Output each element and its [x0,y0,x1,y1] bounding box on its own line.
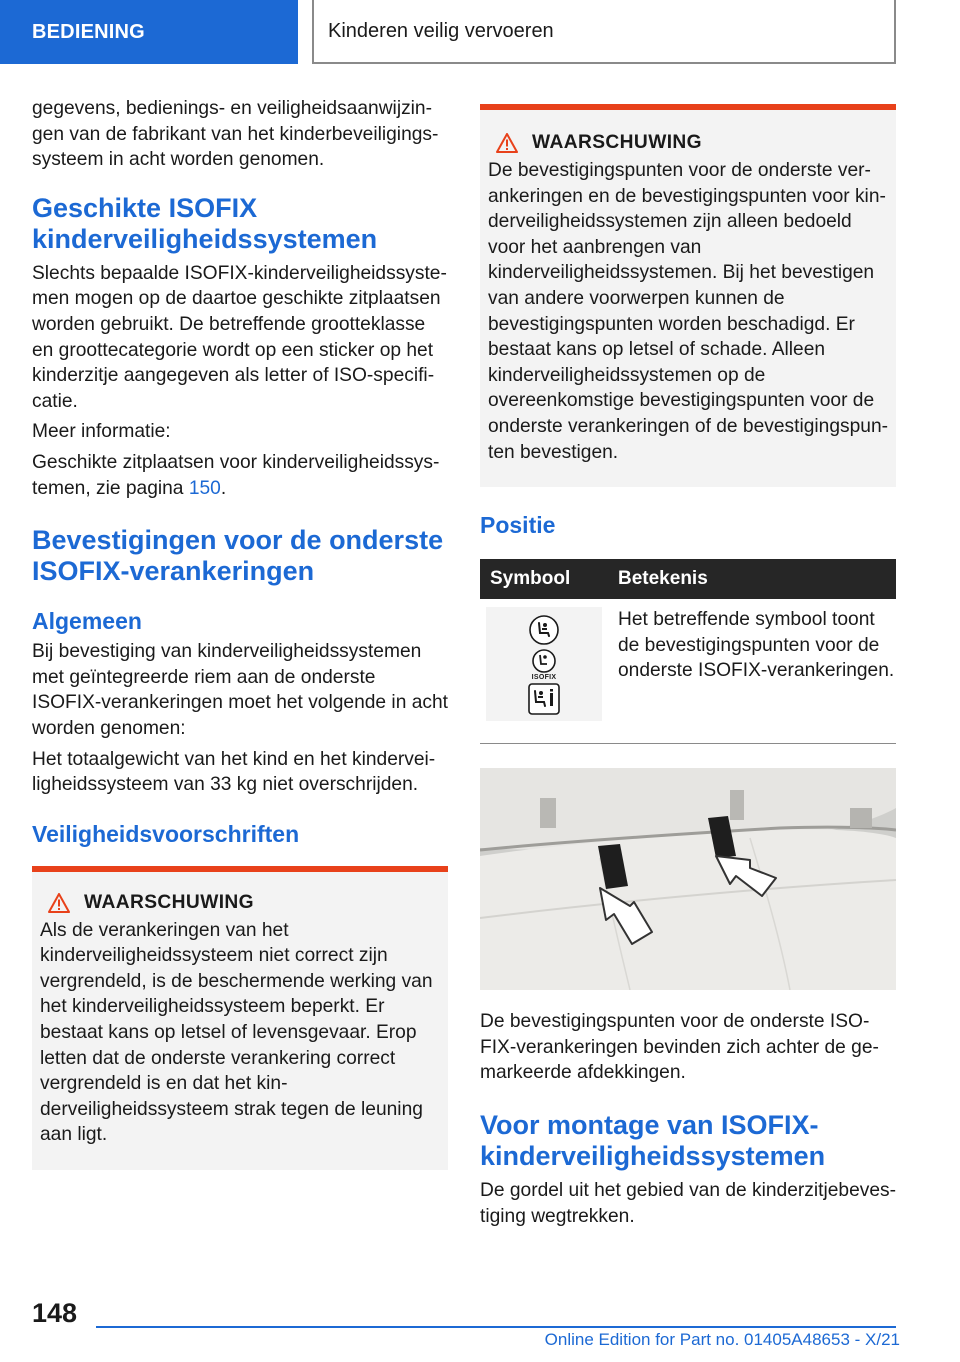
warning-title: WAARSCHUWING [532,132,703,153]
general-paragraph: Bij bevestiging van kinderveiligheidssystemen met geïntegreerde riem aan de onderste ISOFIX-verankeringen moet het volgende in acht worden genomen: [32,641,448,739]
page-link-150[interactable]: 150 [188,477,221,499]
warning-box-right [480,104,896,487]
warning-triangle-icon [496,133,518,153]
chapter-header [312,0,896,64]
seats-reference-text: Geschikte zitplaatsen voor kinderveiligheidssystemen, zie pagina [32,451,440,499]
table-header-row [480,559,896,599]
right-column [480,104,896,1234]
footer-edition: Online Edition for Part no. 01405A48653 - X/21 [544,1330,900,1349]
isofix-anchor-icon [528,683,560,715]
more-info-label: Meer informatie: [32,421,171,443]
table-divider [480,743,896,744]
section-title: BEDIENING [32,20,145,43]
warning-header [48,892,440,914]
heading-lower-anchors: Bevestigingen voor de onderste ISOFIX-verankeringen [32,525,444,587]
photo-caption: De bevestigingspunten voor de onderste ISOFIX-verankeringen bevinden zich achter de gemarkeerde afdekkingen. [480,1011,879,1084]
section-tab [0,0,298,64]
isofix-badge [529,648,559,681]
suitable-paragraph: Slechts bepaalde ISOFIX-kinderveiligheidssystemen mogen op de daartoe geschikte zitplaatsen worden gebruikt. De betreffende grootteklasse en groottecategorie wordt op een sticker op het kinderzitje aangegeven als letter of ISO-specificatie. [32,262,447,412]
meaning-cell: Het betreffende symbool toont de bevestigingspunten voor de onderste ISOFIX-verankeringen. [618,609,895,682]
footer-rule [96,1326,896,1328]
heading-suitable-isofix: Geschikte ISOFIX kinderveiligheidssystemen [32,192,378,254]
chapter-title: Kinderen veilig vervoeren [328,19,554,42]
heading-safety: Veiligheidsvoorschriften [32,820,300,847]
weight-paragraph: Het totaalgewicht van het kind en het kinderveiligheidssysteem van 33 kg niet overschrijden. [32,748,436,796]
left-column [32,96,448,1170]
page-number: 148 [32,1298,78,1328]
warning-text: De bevestigingspunten voor de onderste verankeringen en de bevestigingspunten voor kinderveiligheidssystemen zijn alleen bedoeld voor het aanbrengen van kinderveiligheidssystemen. Bij het bevestigen van andere voorwerpen kunnen de bevestigingspunten worden beschadigd. Er bestaat kans op letsel of schade. Alleen kinderveiligheidssystemen op de overeenkomstige bevestigingspunten voor de onderste verankeringen of de bevestigingspunten bevestigen. [488,160,889,463]
heading-general: Algemeen [32,608,142,635]
isofix-circle-icon [529,648,559,674]
seats-reference: Geschikte zitplaatsen voor kinderveiligheidssystemen, zie pagina 150. [32,451,440,499]
warning-title: WAARSCHUWING [84,891,255,913]
table-row [480,599,896,731]
child-seat-circle-icon [528,614,560,646]
intro-paragraph: gegevens, bedienings- en veiligheidsaanwijzingen van de fabrikant van het kinderbeveiligingssysteem in acht worden genomen. [32,98,439,171]
before-paragraph: De gordel uit het gebied van de kinderzitjebevestiging wegtrekken. [480,1179,896,1227]
column-header-meaning: Betekenis [608,559,896,599]
symbol-cell [480,599,608,731]
warning-header [496,132,888,154]
heading-position: Positie [480,512,556,539]
warning-text: Als de verankeringen van het kinderveiligheidssysteem niet correct zijn vergrendeld, is de beschermende werking van het kinderveiligheidssysteem beperkt. Er bestaat kans op letsel of levensgevaar. Erop letten dat de onderste verankering correct vergrendeld is en dat het kinderveiligheidssysteem strak tegen de leuning aan ligt. [40,919,433,1146]
heading-before-mounting: Voor montage van ISOFIX-kinderveiligheidssystemen [480,1109,826,1171]
seat-anchor-photo [480,768,896,990]
column-header-symbol: Symbool [480,559,608,599]
isofix-symbols [486,607,602,721]
isofix-label: ISOFIX [531,673,557,681]
warning-box-left [32,866,448,1170]
symbol-table [480,559,896,731]
warning-triangle-icon [48,893,70,913]
